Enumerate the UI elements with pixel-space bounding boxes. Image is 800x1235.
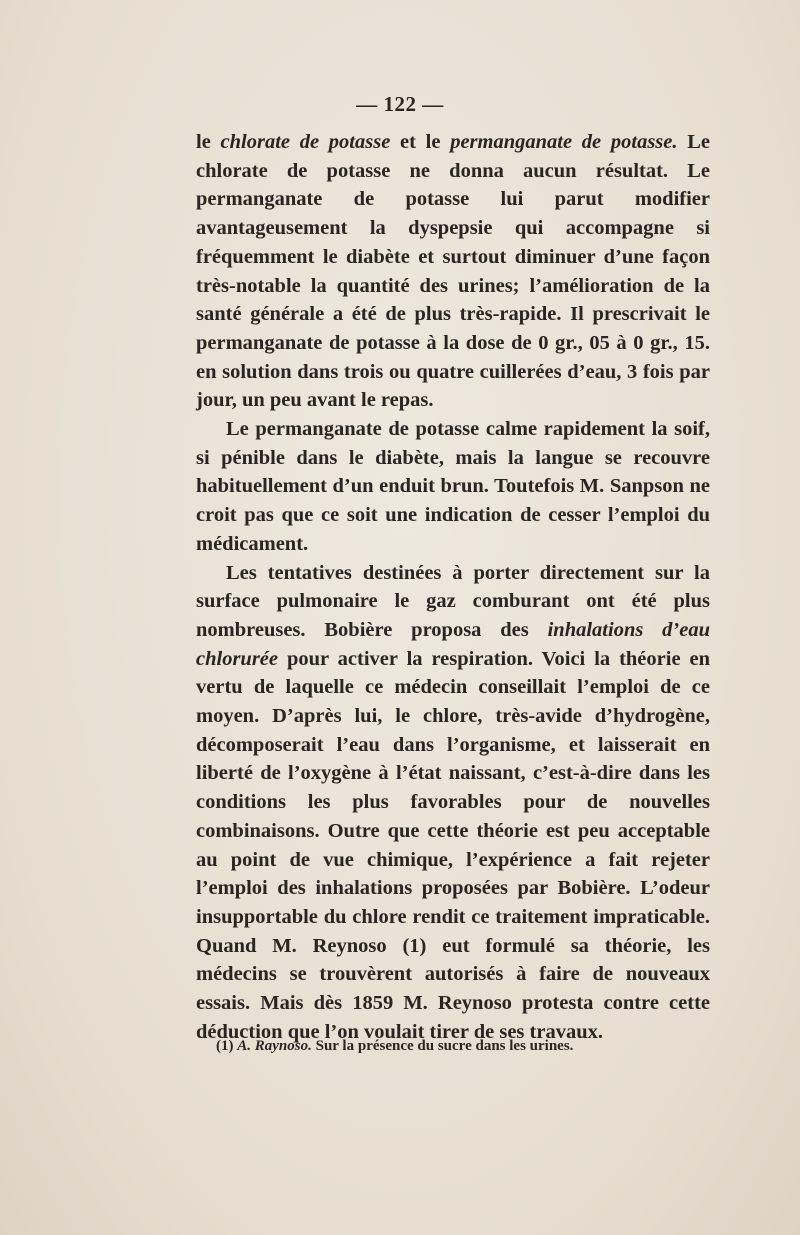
- text-run: Le permanganate de potasse calme rapidement la soif, si pénible dans le diabète, mais la langue se recouvre habituellement d’un enduit brun. Toutefois M. Sanpson ne croit pas que ce soit une indication de cesser l’emploi du médicament.: [196, 418, 710, 555]
- text-run: le: [196, 131, 221, 153]
- paragraph-3: [196, 559, 710, 1047]
- footnote-marker: (1): [216, 1038, 238, 1054]
- text-run: pour activer la respiration. Voici la théorie en vertu de laquelle ce médecin conseillait l’emploi de ce moyen. D’après lui, le chlore, très-avide d’hydrogène, décomposerait l’eau dans l’organisme, et laisserait en liberté de l’oxygène à l’état naissant, c’est-à-dire dans les conditions les plus favorables pour de nouvelles combinaisons. Outre que cette théorie est peu acceptable au point de vue chimique, l’expérience a fait rejeter l’emploi des inhalations proposées par Bobière. L’odeur insupportable du chlore rendit ce traitement impraticable. Quand M. Reynoso (1) eut formulé sa théorie, les médecins se trouvèrent autorisés à faire de nouveaux essais. Mais dès 1859 M. Reynoso protesta contre cette déduction que l’on voulait tirer de ses travaux.: [196, 647, 710, 1043]
- text-run-italic: chlorate de potasse: [220, 131, 391, 153]
- text-run: Le chlorate de potasse ne donna aucun résultat. Le permanganate de potasse lui parut modifier avantageusement la dyspepsie qui accompagne si fréquemment le diabète et surtout diminuer d’une façon très-notable la quantité des urines; l’amélioration de la santé générale a été de plus très-rapide. Il prescrivait le permanganate de potasse à la dose de 0 gr., 05 à 0 gr., 15. en solution dans trois ou quatre cuillerées d’eau, 3 fois par jour, un peu avant le repas.: [196, 131, 710, 412]
- footnote: [216, 1036, 716, 1056]
- page-number: — 122 —: [356, 92, 444, 116]
- text-run: Les tentatives destinées à porter directement sur la surface pulmonaire le gaz comburant ont été plus nombreuses. Bobière proposa des: [196, 561, 710, 641]
- paragraph-2: [196, 415, 710, 559]
- paragraph-1: [196, 128, 710, 415]
- main-text: [196, 128, 710, 1047]
- footnote-author: A. Raynoso.: [237, 1038, 312, 1054]
- text-run-italic: permanganate de potasse.: [450, 131, 678, 153]
- text-run: et le: [390, 131, 451, 153]
- footnote-title: Sur la présence du sucre dans les urines.: [311, 1038, 574, 1054]
- text-run-italic: inhalations d’eau chlorurée: [196, 618, 710, 670]
